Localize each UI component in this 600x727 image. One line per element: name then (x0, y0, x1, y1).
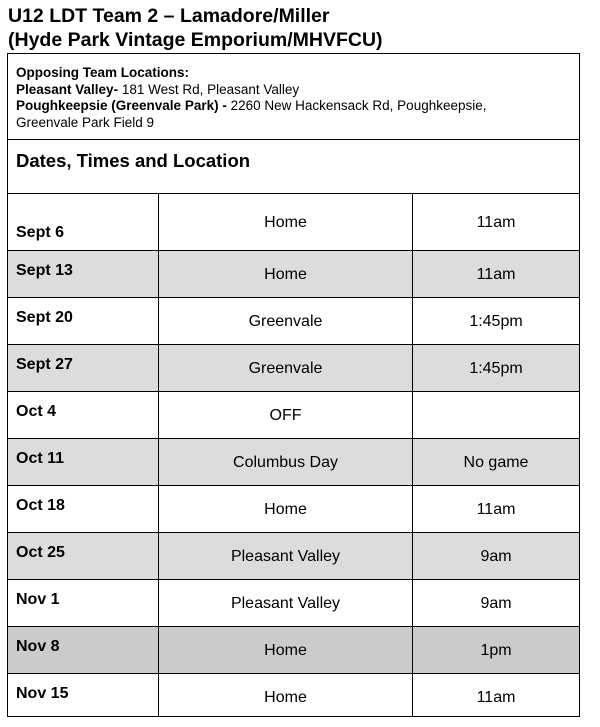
location-cell-text: Pleasant Valley (230, 548, 341, 565)
date-cell (8, 533, 159, 579)
date-cell (8, 392, 159, 438)
date-cell (8, 251, 159, 297)
date-cell (8, 486, 159, 532)
location-cell-text: OFF (269, 407, 302, 424)
date-cell-text: Nov 8 (16, 638, 60, 655)
pk-address-line-2: Greenvale Park Field 9 (16, 114, 155, 130)
location-cell-text: Greenvale (248, 313, 323, 330)
pv-address: 181 West Rd, Pleasant Valley (118, 81, 300, 97)
date-cell-text: Sept 13 (16, 262, 73, 279)
location-cell (159, 194, 413, 250)
location-cell (159, 251, 413, 297)
time-cell-text: 1:45pm (469, 313, 523, 330)
date-cell-text: Sept 6 (16, 224, 65, 241)
date-cell (8, 627, 159, 673)
pk-label: Poughkeepsie (Greenvale Park) - (16, 98, 227, 113)
location-cell-text: Home (264, 689, 307, 706)
date-cell-text: Sept 20 (16, 309, 73, 326)
locations-heading: Opposing Team Locations: (16, 65, 190, 80)
title-line-1: U12 LDT Team 2 – Lamadore/Miller (8, 5, 330, 27)
table-row (8, 674, 579, 717)
date-cell (8, 580, 159, 626)
table-row (8, 533, 579, 580)
time-cell-text: 11am (476, 501, 516, 518)
location-cell-text: Home (264, 642, 307, 659)
table-row (8, 627, 579, 674)
time-cell (413, 674, 579, 717)
location-cell-text: Home (264, 501, 307, 518)
opposing-locations (8, 54, 579, 140)
location-cell (159, 298, 413, 344)
location-cell-text: Greenvale (248, 360, 323, 377)
date-cell (8, 194, 159, 250)
location-cell (159, 627, 413, 673)
date-cell (8, 345, 159, 391)
time-cell (413, 298, 579, 344)
table-row (8, 486, 579, 533)
pv-label: Pleasant Valley- (16, 81, 119, 97)
table-row (8, 439, 579, 486)
time-cell-text: No game (463, 454, 529, 471)
date-cell-text: Oct 4 (16, 403, 57, 420)
time-cell-text: 9am (480, 595, 512, 612)
section-title: Dates, Times and Location (8, 140, 579, 194)
title-line-2: (Hyde Park Vintage Emporium/MHVFCU) (8, 29, 383, 51)
location-cell (159, 674, 413, 717)
location-cell (159, 580, 413, 626)
pk-address: 2260 New Hackensack Rd, Poughkeepsie, (226, 98, 487, 113)
time-cell (413, 392, 579, 438)
date-cell (8, 439, 159, 485)
location-cell-text: Columbus Day (233, 454, 338, 471)
time-cell-text: 11am (476, 214, 516, 231)
date-cell-text: Oct 11 (16, 450, 65, 467)
location-cell (159, 439, 413, 485)
time-cell-text: 9am (480, 548, 512, 565)
location-cell (159, 345, 413, 391)
date-cell-text: Oct 18 (16, 497, 65, 514)
time-cell (413, 533, 579, 579)
location-cell-text: Pleasant Valley (230, 595, 341, 612)
time-cell (413, 439, 579, 485)
table-row (8, 298, 579, 345)
table-row (8, 580, 579, 627)
time-cell-text: 11am (476, 689, 516, 706)
document-title (8, 4, 383, 52)
time-cell (413, 486, 579, 532)
schedule-table (7, 53, 580, 717)
date-cell-text: Nov 15 (16, 685, 69, 702)
time-cell (413, 194, 579, 250)
date-cell-text: Nov 1 (16, 591, 60, 608)
table-row (8, 392, 579, 439)
table-row (8, 345, 579, 392)
time-cell-text: 11am (476, 266, 516, 283)
location-cell (159, 392, 413, 438)
location-cell-text: Home (264, 214, 307, 231)
date-cell-text: Oct 25 (16, 544, 65, 561)
table-row (8, 194, 579, 251)
time-cell (413, 627, 579, 673)
date-cell (8, 674, 159, 717)
date-cell (8, 298, 159, 344)
time-cell (413, 580, 579, 626)
table-row (8, 251, 579, 298)
date-cell-text: Sept 27 (16, 356, 73, 373)
time-cell (413, 345, 579, 391)
time-cell (413, 251, 579, 297)
time-cell-text: 1:45pm (469, 360, 523, 377)
location-cell (159, 533, 413, 579)
location-cell (159, 486, 413, 532)
time-cell-text: 1pm (480, 642, 512, 659)
location-cell-text: Home (264, 266, 307, 283)
